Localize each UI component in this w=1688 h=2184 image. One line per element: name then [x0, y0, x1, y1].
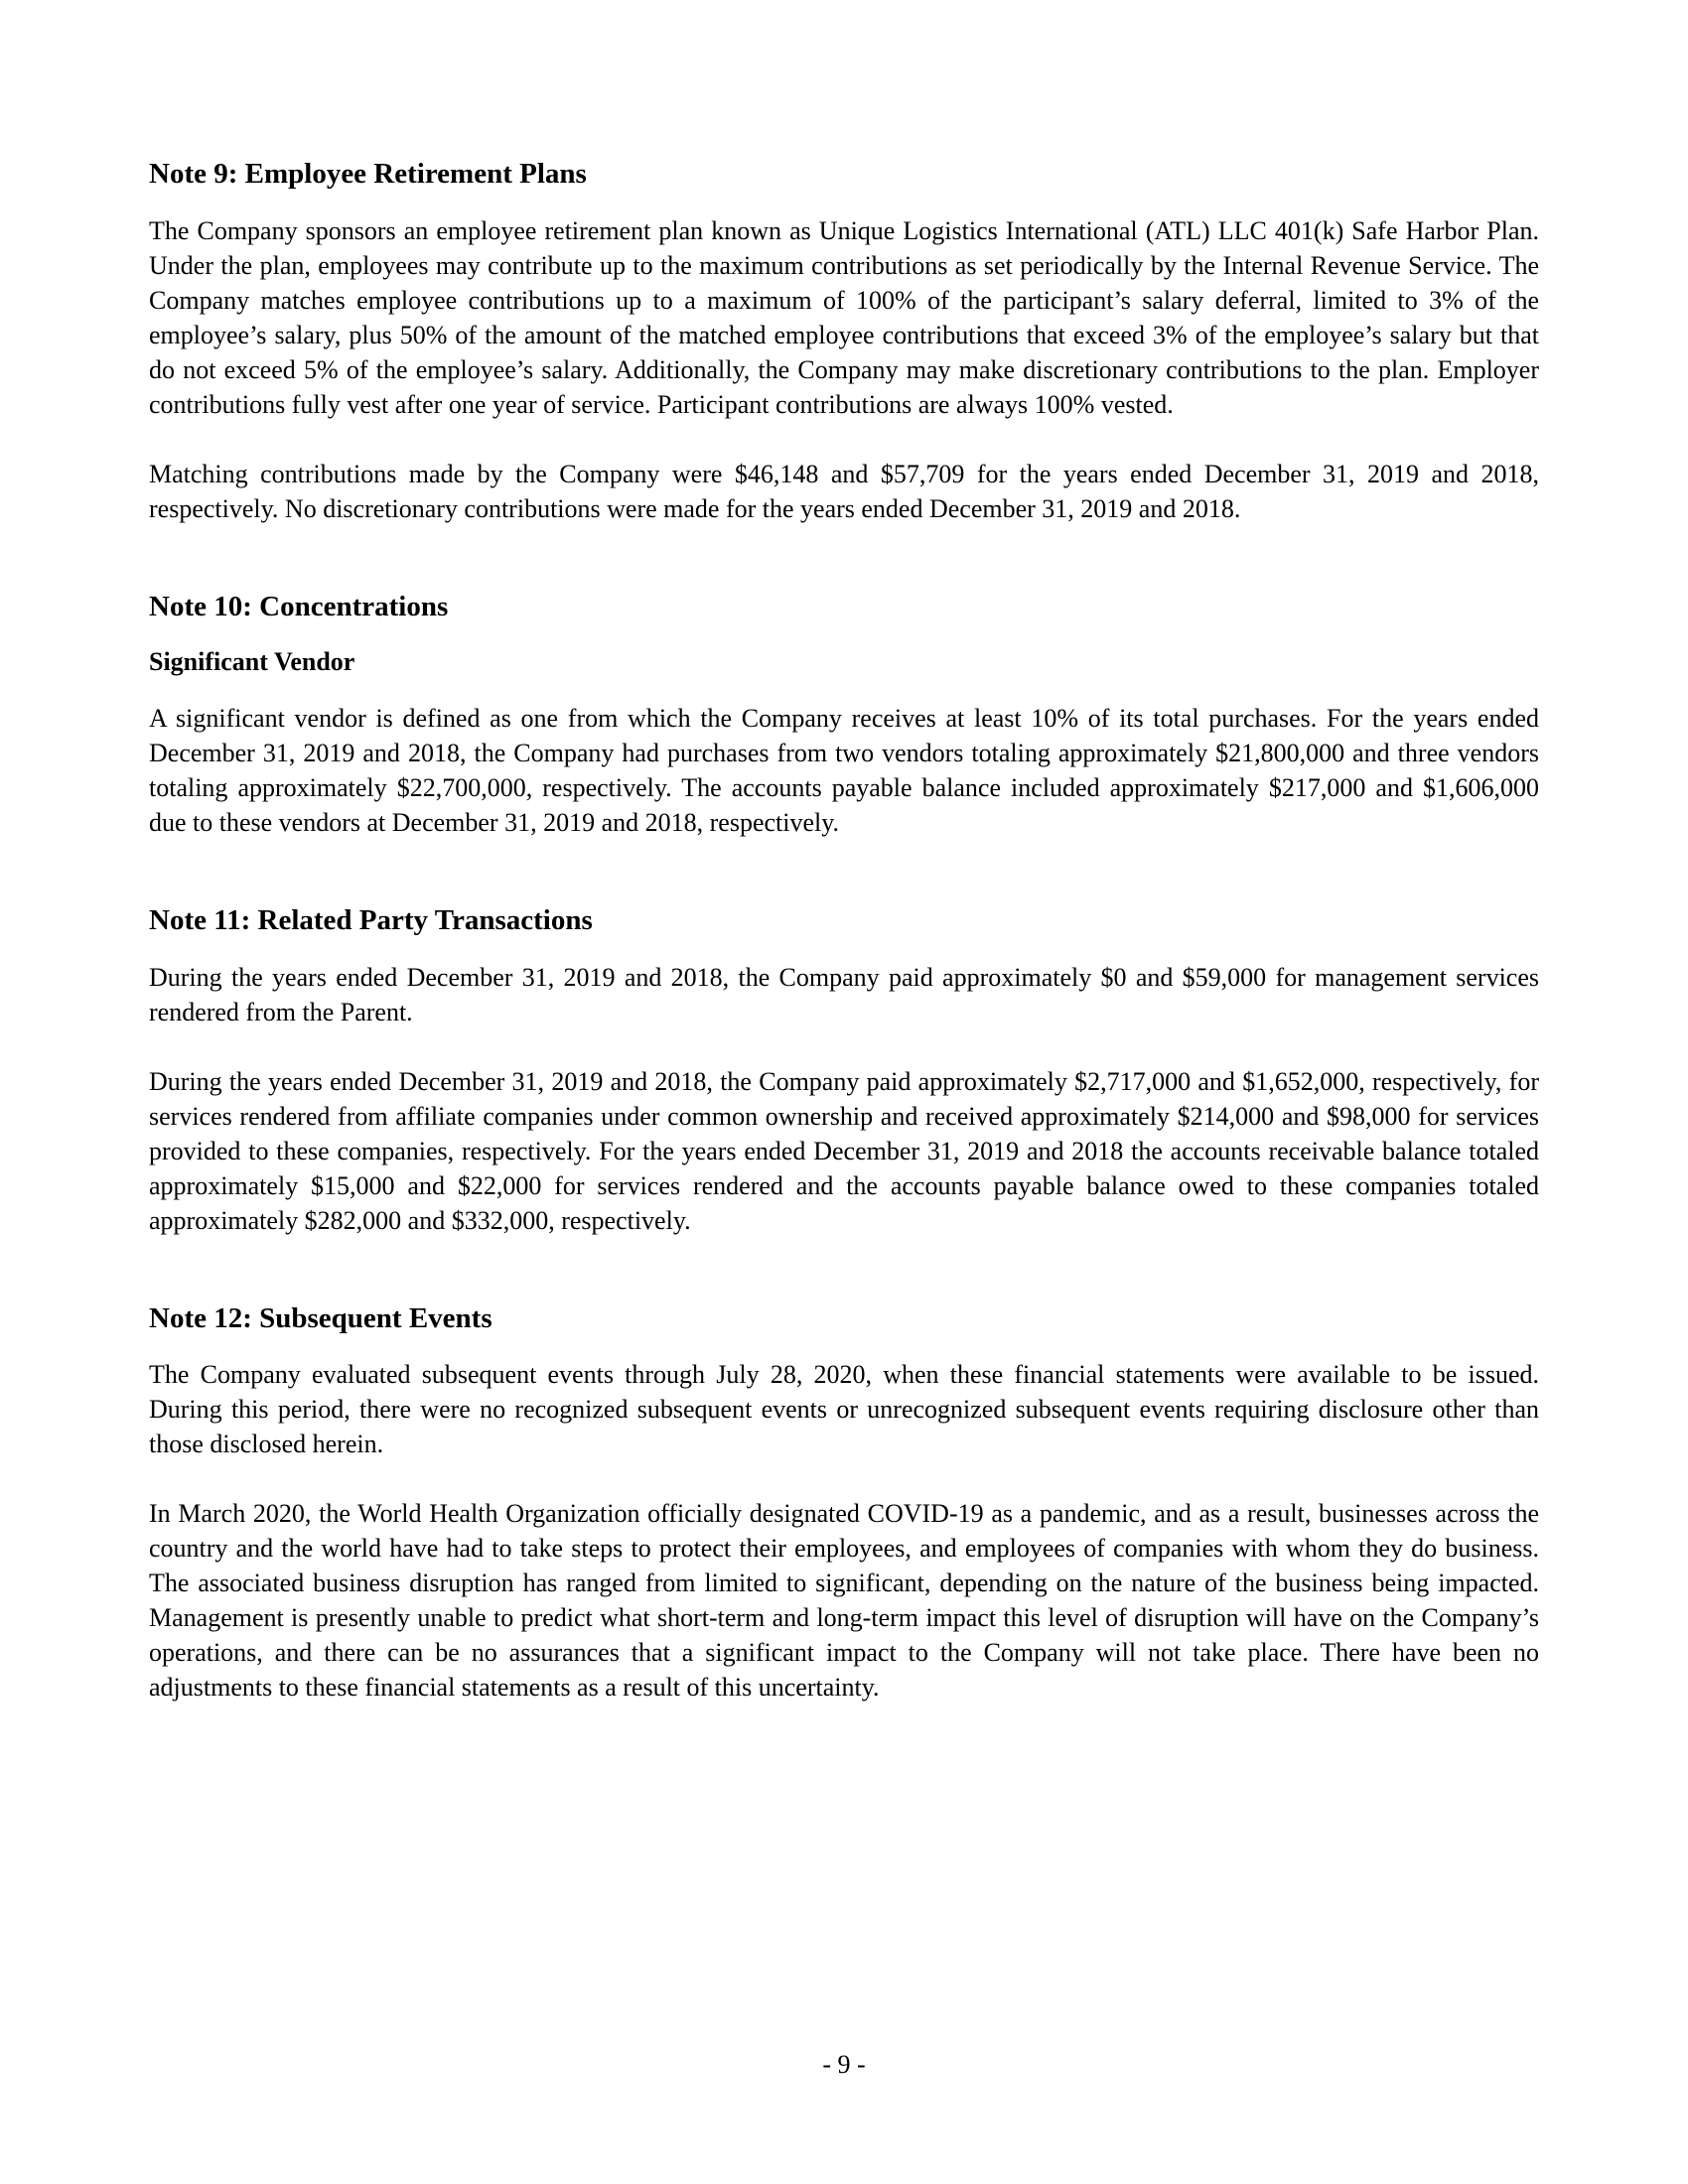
note-10-section: [149, 590, 1539, 840]
note-9-section: [149, 157, 1539, 526]
note-9-paragraph-2: Matching contributions made by the Company were $46,148 and $57,709 for the years ended December 31, 2019 and 2018, respectively. No discretionary contributions were made for the years ended December 31, 2019 and 2018.: [149, 459, 1539, 523]
note-11-heading: Note 11: Related Party Transactions: [149, 903, 593, 936]
document-page: [149, 157, 1539, 1705]
note-12-section: [149, 1301, 1539, 1706]
note-10-paragraph-1: A significant vendor is defined as one from which the Company receives at least 10% of its total purchases. For the years ended December 31, 2019 and 2018, the Company had purchases from two vendors totaling approximately $21,800,000 and three vendors totaling approximately $22,700,000, respectively. The accounts payable balance included approximately $217,000 and $1,606,000 due to these vendors at December 31, 2019 and 2018, respectively.: [149, 703, 1539, 837]
note-9-heading: Note 9: Employee Retirement Plans: [149, 158, 587, 190]
page-number: - 9 -: [822, 2050, 866, 2079]
note-9-paragraph-1: The Company sponsors an employee retirement plan known as Unique Logistics International (ATL) LLC 401(k) Safe Harbor Plan. Under the plan, employees may contribute up to the maximum contributions as set periodically by the Internal Revenue Service. The Company matches employee contributions up to a maximum of 100% of the participant’s salary deferral, limited to 3% of the employee’s salary, plus 50% of the amount of the matched employee contributions that exceed 3% of the employee’s salary but that do not exceed 5% of the employee’s salary. Additionally, the Company may make discretionary contributions to the plan. Employer contributions fully vest after one year of service. Participant contributions are always 100% vested.: [149, 215, 1539, 419]
note-11-section: [149, 903, 1539, 1238]
note-10-subheading: Significant Vendor: [149, 646, 355, 676]
note-11-paragraph-1: During the years ended December 31, 2019 and 2018, the Company paid approximately $0 and $59,000 for management services rendered from the Parent.: [149, 962, 1539, 1026]
note-10-heading: Note 10: Concentrations: [149, 590, 449, 622]
note-12-paragraph-2: In March 2020, the World Health Organization officially designated COVID-19 as a pandemic, and as a result, businesses across the country and the world have had to take steps to protect their employees, and employees of companies with whom they do business. The associated business disruption has ranged from limited to significant, depending on the nature of the business being impacted. Management is presently unable to predict what short-term and long-term impact this level of disruption will have on the Company’s operations, and there can be no assurances that a significant impact to the Company will not take place. There have been no adjustments to these financial statements as a result of this uncertainty.: [149, 1499, 1539, 1703]
note-12-paragraph-1: The Company evaluated subsequent events through July 28, 2020, when these financial statements were available to be issued. During this period, there were no recognized subsequent events or unrecognized subsequent events requiring disclosure other than those disclosed herein.: [149, 1360, 1539, 1459]
note-12-heading: Note 12: Subsequent Events: [149, 1301, 492, 1334]
note-11-paragraph-2: During the years ended December 31, 2019 and 2018, the Company paid approximately $2,717,000 and $1,652,000, respectively, for services rendered from affiliate companies under common ownership and received approximately $214,000 and $98,000 for services provided to these companies, respectively. For the years ended December 31, 2019 and 2018 the accounts receivable balance totaled approximately $15,000 and $22,000 for services rendered and the accounts payable balance owed to these companies totaled approximately $282,000 and $332,000, respectively.: [149, 1066, 1539, 1235]
